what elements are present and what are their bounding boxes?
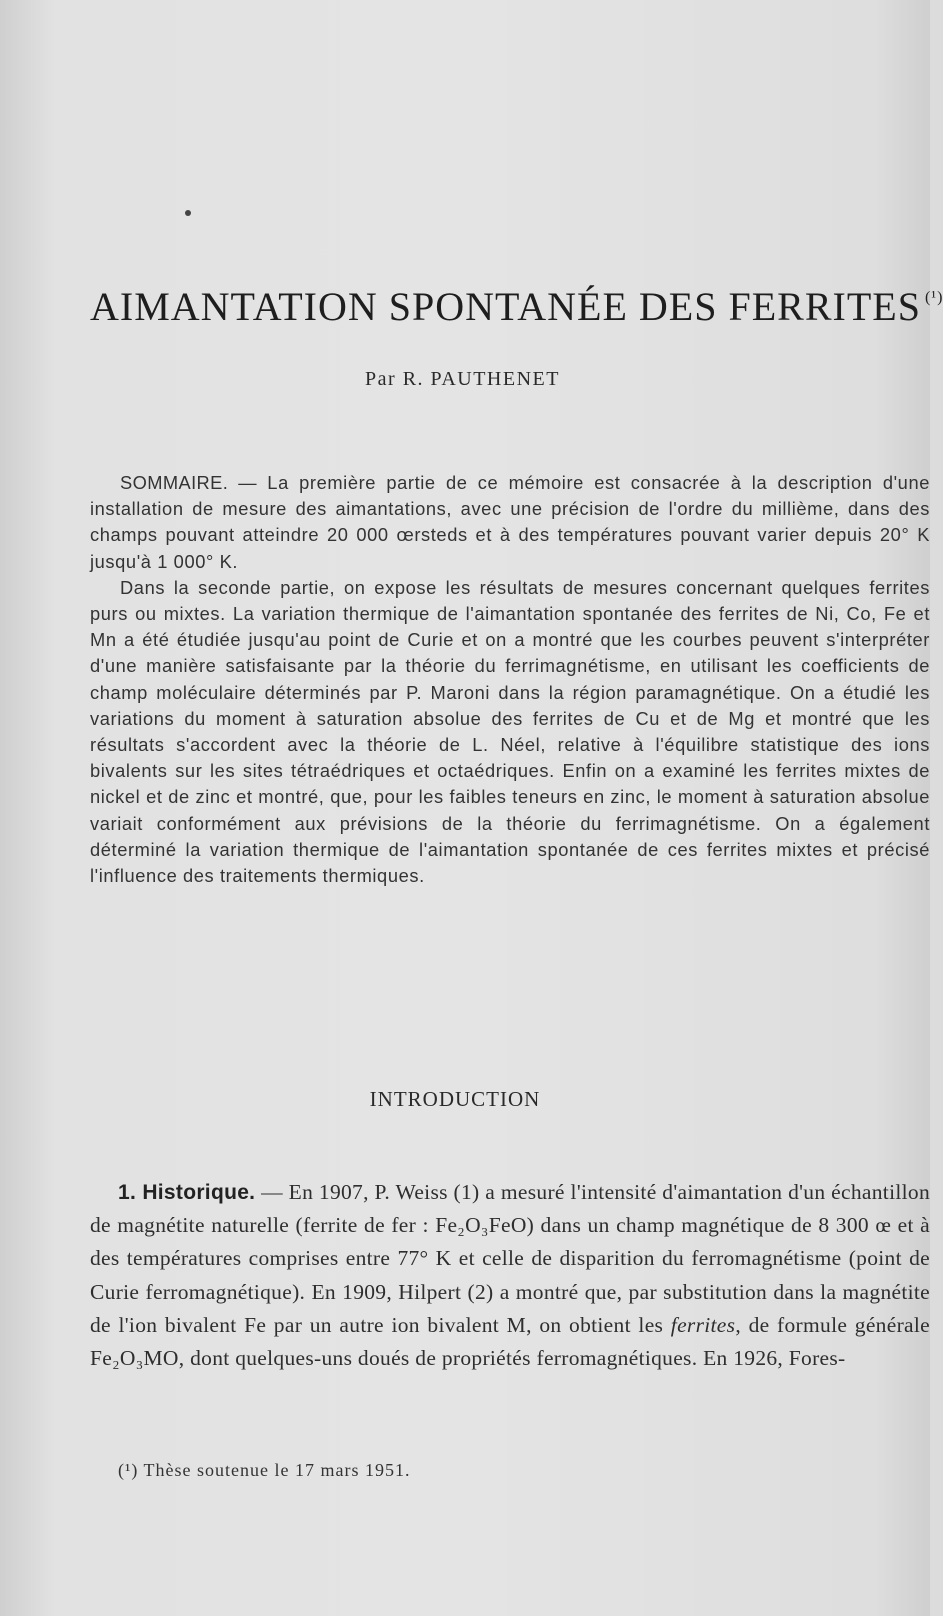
print-speck [185, 210, 191, 216]
historique-text-2: , de formule générale Fe₂O₃MO, dont quelques-uns doués de propriétés ferromagnétiques. En 1926, Fores- [90, 1312, 930, 1371]
footnote: (¹) Thèse soutenue le 17 mars 1951. [118, 1460, 411, 1480]
summary-label: SOMMAIRE. — [120, 472, 257, 493]
summary-paragraph-1 [90, 470, 930, 575]
summary [90, 470, 930, 889]
historique-paragraph [90, 1176, 930, 1375]
paper-title [90, 283, 943, 330]
paper-title-text: AIMANTATION SPONTANÉE DES FERRITES [90, 284, 921, 329]
historique-italic: ferrites [670, 1312, 736, 1337]
title-footnote-mark: (¹) [924, 289, 943, 306]
author-line: Par R. PAUTHENET [365, 368, 560, 390]
introduction-body [90, 1176, 930, 1375]
summary-paragraph-1-text: La première partie de ce mémoire est consacrée à la description d'une installation de mesure des aimantations, avec une précision de l'ordre du millième, dans des champs pouvant atteindre 20 000 œrsteds et à des températures pouvant varier depuis 20° K jusqu'à 1 000° K. [90, 472, 930, 572]
section-heading [90, 1087, 930, 1112]
section-heading-text: INTRODUCTION [369, 1087, 541, 1111]
historique-subheading: 1. Historique. [118, 1181, 256, 1204]
summary-paragraph-2: Dans la seconde partie, on expose les résultats de mesures concernant quelques ferrites purs ou mixtes. La variation thermique de l'aimantation spontanée des ferrites de Ni, Co, Fe et Mn a été étudiée jusqu'au point de Curie et on a montré que les courbes peuvent s'interpréter d'une manière satisfaisante par la théorie du ferrimagnétisme, en utilisant les coefficients de champ moléculaire déterminés par P. Maroni dans la région paramagnétique. On a étudié les variations du moment à saturation absolue des ferrites de Cu et de Mg et montré que les résultats s'accordent avec la théorie de L. Néel, relative à l'équilibre statistique des ions bivalents sur les sites tétraédriques et octaédriques. Enfin on a examiné les ferrites mixtes de nickel et de zinc et montré, que, pour les faibles teneurs en zinc, le moment à saturation absolue variait conformément aux prévisions de la théorie du ferrimagnétisme. On a également déterminé la variation thermique de l'aimantation spontanée de ces ferrites mixtes et précisé l'influence des traitements thermiques. [90, 576, 930, 887]
historique-text-1: — En 1907, P. Weiss (1) a mesuré l'intensité d'aimantation d'un échantillon de magnétite naturelle (ferrite de fer : Fe₂O₃FeO) dans un champ magnétique de 8 300 œ et à des températures comprises entre 77° K et celle de disparition du ferromagnétisme (point de Curie ferromagnétique). En 1909, Hilpert (2) a montré que, par substitution dans la magnétite de l'ion bivalent Fe par un autre ion bivalent M, on obtient les [90, 1180, 930, 1337]
